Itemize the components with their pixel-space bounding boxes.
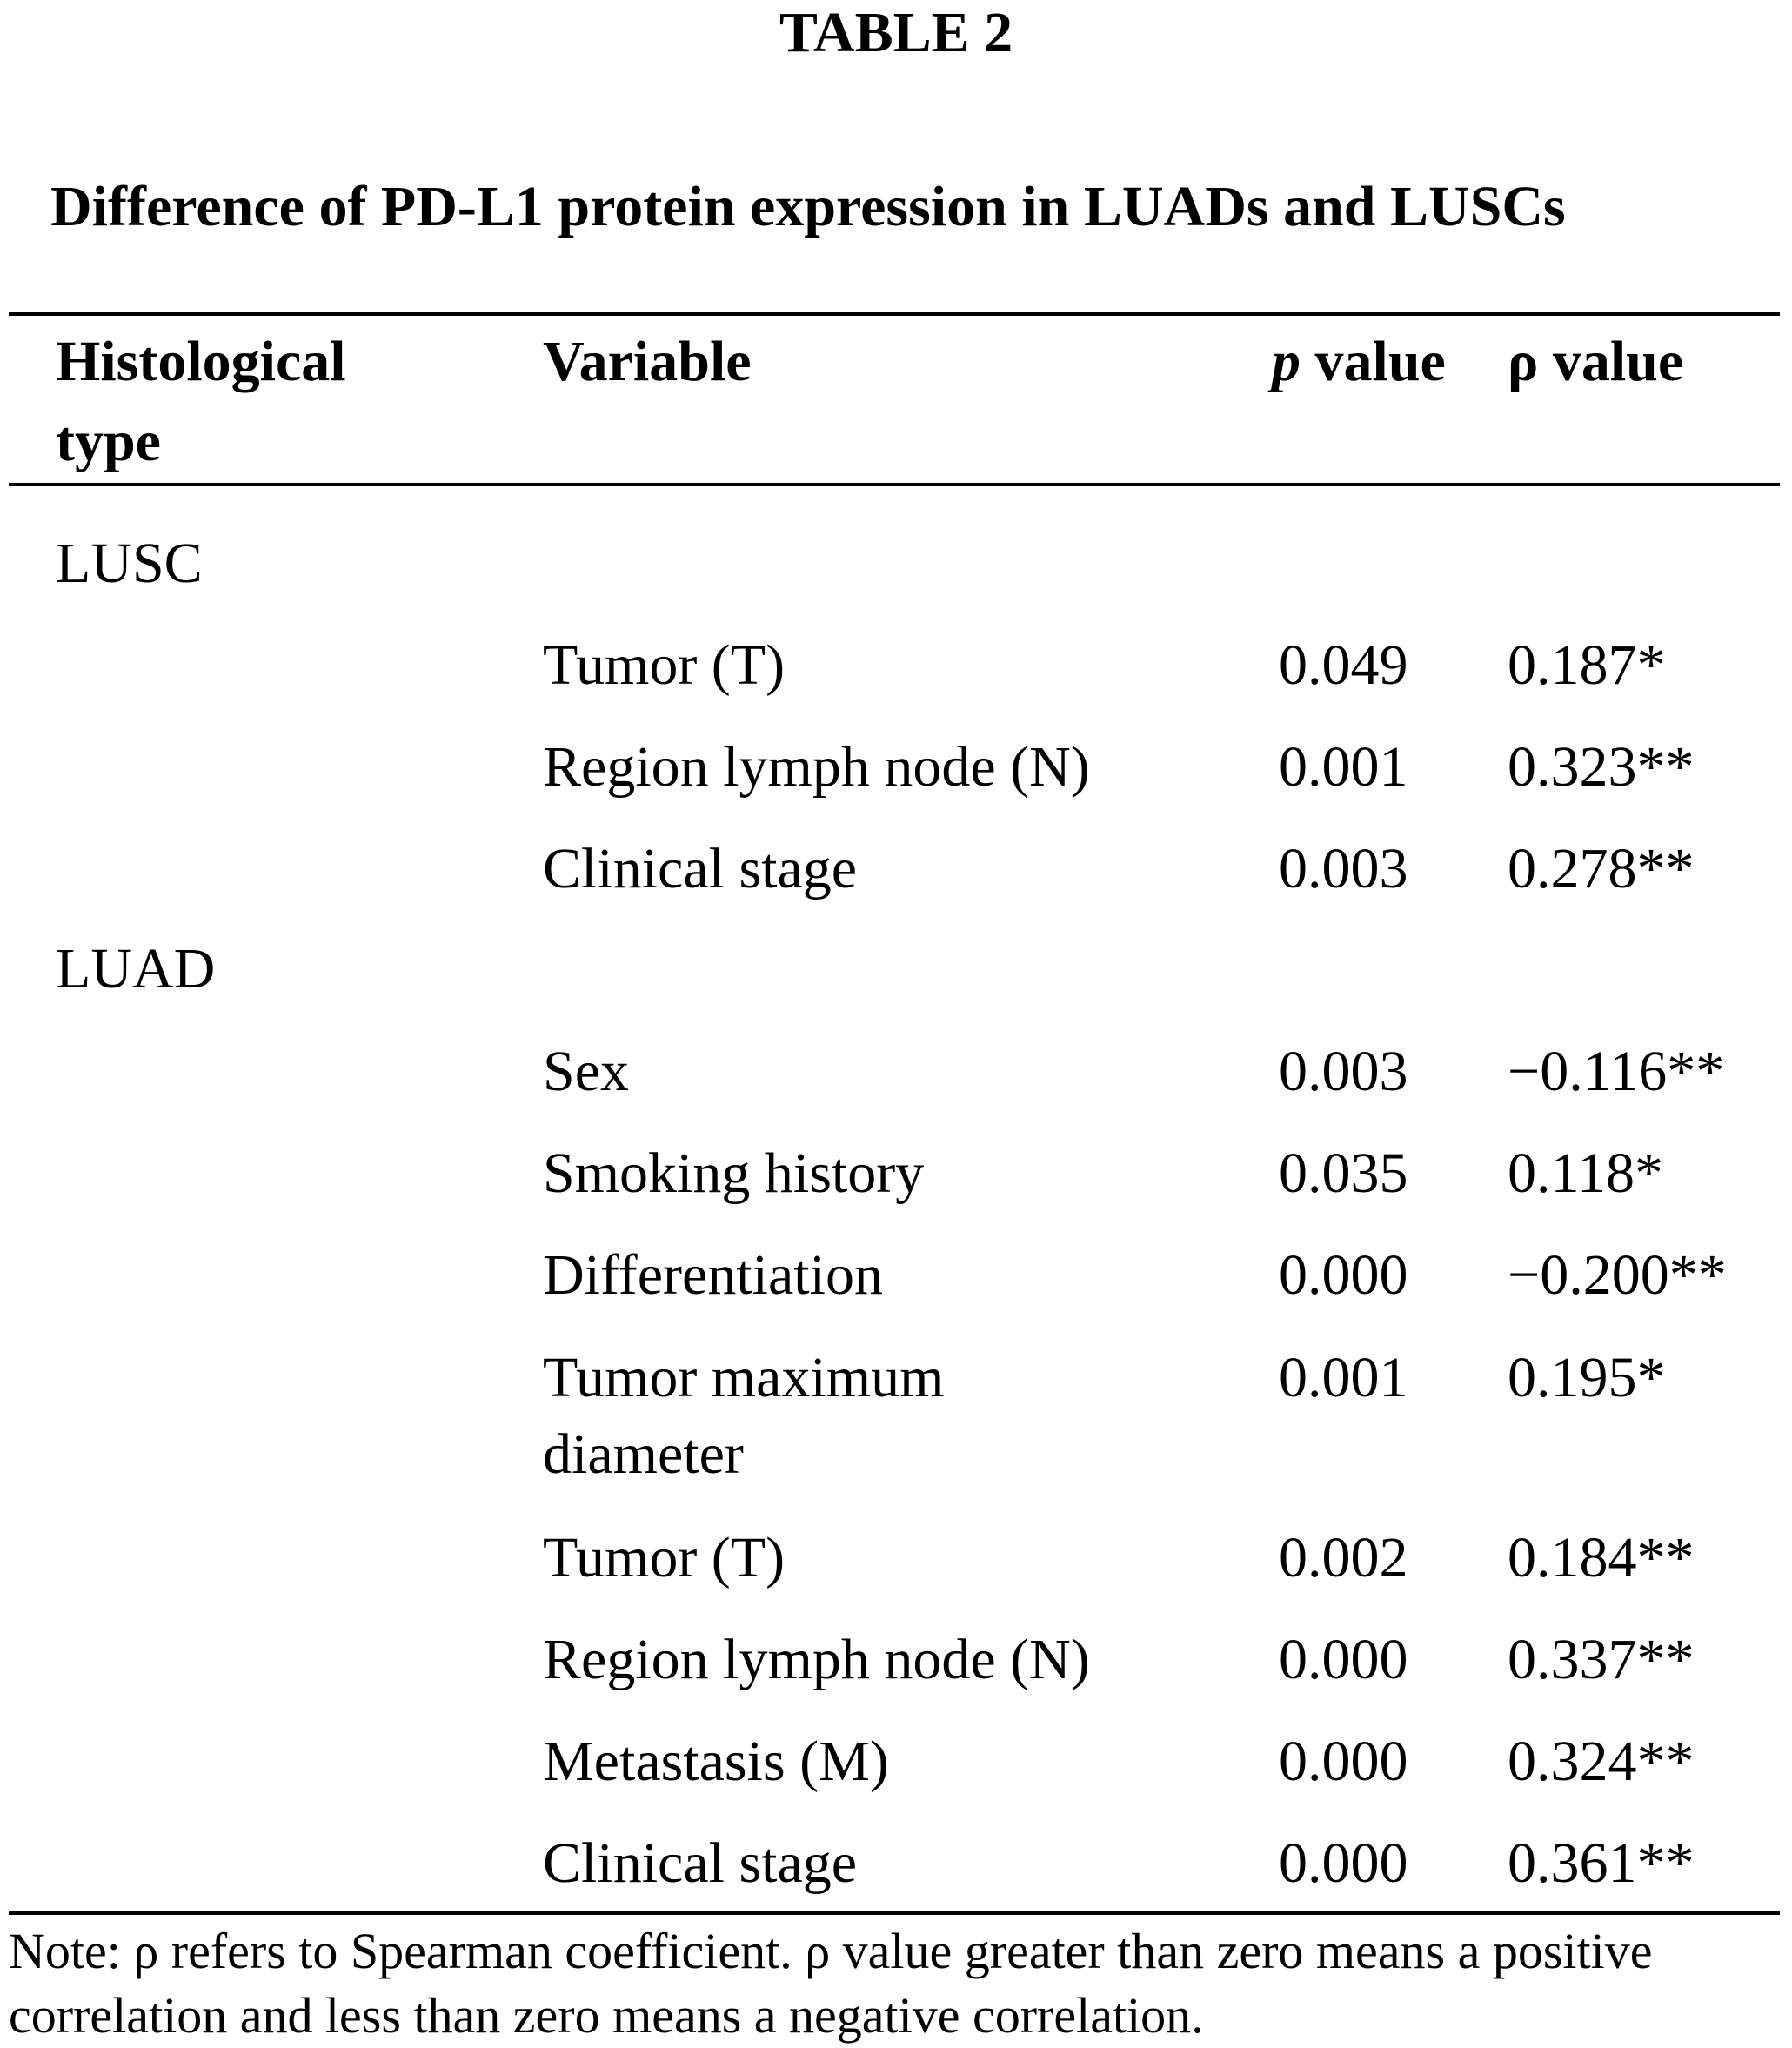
table-row-p-value: 0.002 [1279, 1526, 1408, 1590]
table-note: Note: ρ refers to Spearman coefficient. ρ value greater than zero means a positive correlation and less than zero means a negative correlation. [9, 1923, 1653, 2044]
table-header-rule [9, 483, 1780, 486]
table-row-variable: Tumor (T) [543, 1526, 786, 1590]
table-row-p-value: 0.001 [1279, 735, 1408, 799]
table-row-rho-value: 0.187* [1508, 633, 1666, 697]
table-row-rho-value: 0.323** [1508, 735, 1695, 799]
header-p-symbol: p [1272, 330, 1301, 393]
table-row-variable: Metastasis (M) [543, 1730, 889, 1793]
table-row-p-value: 0.003 [1279, 1040, 1408, 1103]
table-row-rho-value: 0.337** [1508, 1628, 1695, 1691]
table-row-p-value: 0.035 [1279, 1141, 1408, 1205]
table-row-rho-value: −0.116** [1508, 1040, 1725, 1103]
table-row-rho-value: −0.200** [1508, 1243, 1727, 1307]
table-row-p-value: 0.003 [1279, 837, 1408, 900]
table-title: Difference of PD-L1 protein expression in LUADs and LUSCs [50, 175, 1566, 238]
table-row-rho-value: 0.324** [1508, 1730, 1695, 1793]
table-row-variable: Clinical stage [543, 1831, 858, 1895]
table-row-variable: Region lymph node (N) [543, 1628, 1090, 1691]
table-row-p-value: 0.001 [1279, 1346, 1408, 1409]
group-label-luad: LUAD [56, 937, 216, 1001]
table-row-variable: Tumor maximum diameter [543, 1346, 945, 1486]
table-row-variable: Smoking history [543, 1141, 925, 1205]
table-row-rho-value: 0.278** [1508, 837, 1695, 900]
header-p-value [1272, 322, 1446, 402]
header-rho-value: ρ value [1508, 330, 1684, 393]
table-row-variable: Sex [543, 1040, 629, 1103]
header-histological-type: Histological type [56, 330, 346, 473]
table-row-p-value: 0.000 [1279, 1628, 1408, 1691]
table-row-rho-value: 0.118* [1508, 1141, 1664, 1205]
table-top-rule [9, 312, 1780, 316]
table-bottom-rule [9, 1911, 1780, 1915]
header-variable: Variable [543, 330, 752, 393]
group-label-lusc: LUSC [56, 532, 203, 595]
table-label: TABLE 2 [779, 1, 1013, 64]
table-row-variable: Differentiation [543, 1243, 883, 1307]
table-row-p-value: 0.049 [1279, 633, 1408, 697]
table-row-rho-value: 0.195* [1508, 1346, 1666, 1409]
table-row-rho-value: 0.361** [1508, 1831, 1695, 1895]
table-row-p-value: 0.000 [1279, 1730, 1408, 1793]
table-row-p-value: 0.000 [1279, 1831, 1408, 1895]
table-row-variable: Region lymph node (N) [543, 735, 1090, 799]
table-row-rho-value: 0.184** [1508, 1526, 1695, 1590]
header-p-suffix: value [1301, 330, 1446, 393]
table-row-p-value: 0.000 [1279, 1243, 1408, 1307]
table-row-variable: Clinical stage [543, 837, 858, 900]
table-row-variable: Tumor (T) [543, 633, 786, 697]
